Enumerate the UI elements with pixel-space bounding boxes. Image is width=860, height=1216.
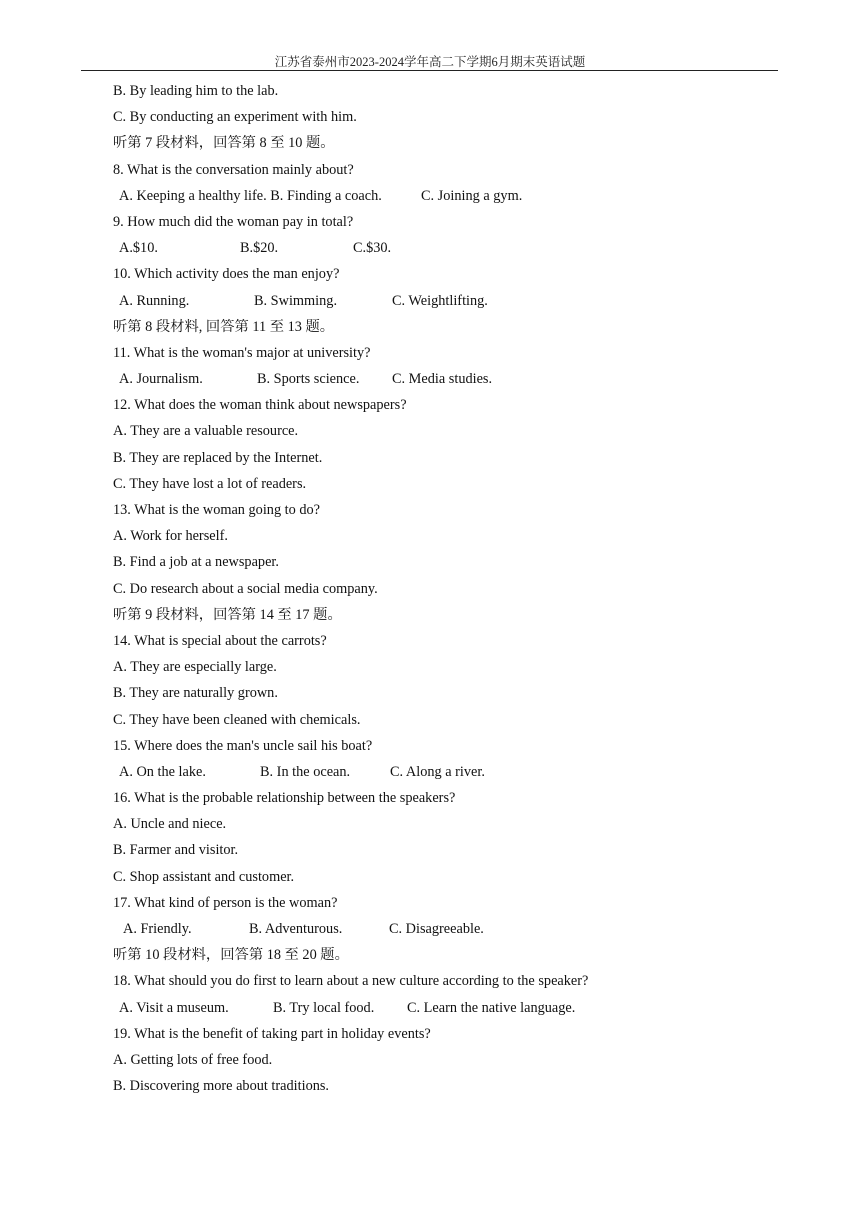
answer-option: C.$30.: [353, 240, 392, 257]
option-row: [113, 235, 773, 261]
text-line: C. By conducting an experiment with him.: [113, 109, 357, 126]
answer-option: C. Along a river.: [390, 763, 485, 780]
answer-option: C. Media studies.: [392, 371, 493, 388]
answer-option: B. Try local food.: [273, 999, 375, 1016]
text-line: 听第 10 段材料，回答第 18 至 20 题。: [113, 947, 349, 964]
text-line: C. They have lost a lot of readers.: [113, 475, 307, 492]
answer-option: C. Weightlifting.: [392, 292, 488, 309]
text-line: 12. What does the woman think about newspapers?: [113, 397, 407, 414]
answer-option: A. Friendly.: [123, 921, 192, 937]
text-line: 19. What is the benefit of taking part in holiday events?: [113, 1025, 431, 1042]
text-line: 10. Which activity does the man enjoy?: [113, 266, 340, 283]
answer-option: A. Journalism.: [119, 371, 203, 388]
text-line: 17. What kind of person is the woman?: [113, 894, 338, 911]
answer-option: A. Running.: [119, 292, 190, 309]
answer-option: B.$20.: [240, 240, 279, 257]
text-line: 听第 8 段材料, 回答第 11 至 13 题。: [113, 318, 335, 335]
page-header: 江苏省泰州市2023-2024学年高二下学期6月期末英语试题: [274, 55, 586, 69]
text-line: 8. What is the conversation mainly about?: [113, 161, 354, 178]
text-line: A. Work for herself.: [113, 528, 228, 545]
text-line: 听第 9 段材料，回答第 14 至 17 题。: [113, 606, 342, 623]
text-line: C. Shop assistant and customer.: [113, 868, 295, 885]
text-line: 听第 7 段材料，回答第 8 至 10 题。: [113, 135, 335, 152]
option-row: [113, 288, 773, 314]
text-line: C. Do research about a social media company.: [113, 580, 378, 597]
text-line: B. Farmer and visitor.: [113, 842, 239, 859]
answer-option: B. Adventurous.: [249, 921, 343, 937]
document-body: [113, 78, 773, 1099]
text-line: 16. What is the probable relationship between the speakers?: [113, 790, 456, 807]
text-line: 13. What is the woman going to do?: [113, 502, 321, 518]
text-line: 11. What is the woman's major at university?: [113, 344, 371, 361]
option-row: [113, 366, 773, 392]
answer-option: B. Sports science.: [257, 371, 360, 388]
text-line: B. They are replaced by the Internet.: [113, 449, 323, 466]
text-line: 9. How much did the woman pay in total?: [113, 213, 354, 230]
answer-option: A. Keeping a healthy life. B. Finding a coach.: [119, 187, 382, 204]
option-row: [113, 759, 773, 785]
answer-option: C. Joining a gym.: [421, 187, 523, 204]
text-line: A. Uncle and niece.: [113, 816, 227, 833]
text-line: 14. What is special about the carrots?: [113, 632, 327, 649]
text-line: B. They are naturally grown.: [113, 685, 278, 702]
answer-option: A. On the lake.: [119, 763, 206, 780]
answer-option: A.$10.: [119, 240, 158, 257]
answer-option: C. Learn the native language.: [407, 999, 576, 1016]
text-line: B. Discovering more about traditions.: [113, 1078, 330, 1095]
answer-option: C. Disagreeable.: [389, 921, 484, 937]
text-line: 15. Where does the man's uncle sail his boat?: [113, 737, 373, 754]
header-rule: [81, 70, 778, 71]
option-row: [113, 995, 773, 1021]
option-row: [113, 916, 773, 942]
answer-option: A. Visit a museum.: [119, 999, 229, 1016]
text-line: 18. What should you do first to learn about a new culture according to the speaker?: [113, 973, 589, 990]
text-line: A. They are especially large.: [113, 659, 277, 676]
text-line: B. Find a job at a newspaper.: [113, 554, 279, 571]
option-row: [113, 183, 773, 209]
text-line: C. They have been cleaned with chemicals.: [113, 711, 361, 728]
answer-option: B. Swimming.: [254, 292, 338, 309]
text-line: A. Getting lots of free food.: [113, 1051, 273, 1068]
answer-option: B. In the ocean.: [260, 763, 351, 780]
text-line: B. By leading him to the lab.: [113, 83, 279, 99]
text-line: A. They are a valuable resource.: [113, 423, 299, 440]
